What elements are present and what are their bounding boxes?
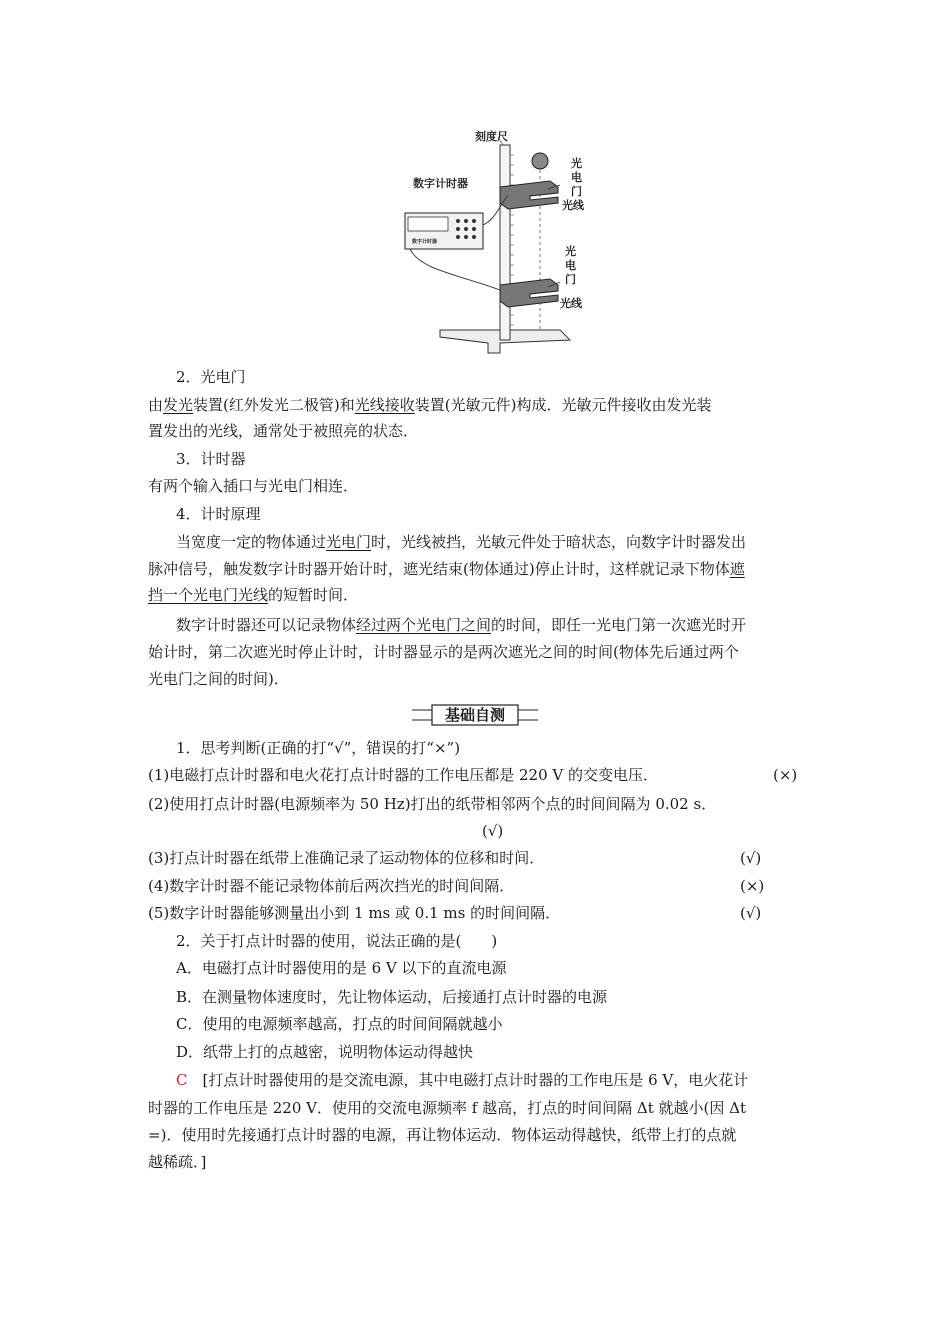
section4-p1-line1: 当宽度一定的物体通过光电门时，光线被挡，光敏元件处于暗状态，向数字计时器发出 [176, 533, 747, 551]
section2-heading: 2．光电门 [176, 368, 246, 386]
q2-option-d: D．纸带上打的点越密，说明物体运动得越快 [176, 1043, 474, 1061]
ray-bottom-label: 光线 [560, 297, 582, 310]
section4-p1-line3: 挡一个光电门光线的短暂时间． [148, 586, 359, 604]
gate-top-label-2: 电 [571, 171, 582, 184]
q2-explanation-line4: 越稀疏．] [148, 1153, 207, 1171]
q1-item-2: (2)使用打点计时器(电源频率为 50 Hz)打出的纸带相邻两个点的时间间隔为 0.02 s． [148, 795, 717, 813]
section4-p2-line3: 光电门之间的时间)． [148, 670, 289, 688]
gate-top-label-1: 光 [571, 157, 582, 170]
gate-bottom-label-3: 门 [565, 273, 576, 286]
section2-paragraph-line1: 由发光装置(红外发光二极管)和光线接收装置(光敏元件)构成．光敏元件接收由发光装 [148, 396, 712, 414]
q2-explanation-line3: =)．使用时先接通打点计时器的电源，再让物体运动．物体运动得越快，纸带上打的点就 [148, 1126, 737, 1144]
q1-item-3-mark: (√) [740, 849, 762, 867]
q1-item-3: (3)打点计时器在纸带上准确记录了运动物体的位移和时间． [148, 849, 545, 867]
q2-answer: C [176, 1071, 188, 1089]
q2-option-b: B．在测量物体速度时，先让物体运动，后接通打点计时器的电源 [176, 988, 608, 1006]
q1-item-2-mark: (√) [482, 822, 504, 840]
gate-bottom-label-2: 电 [565, 259, 576, 272]
q2-option-a: A．电磁打点计时器使用的是 6 V 以下的直流电源 [176, 959, 507, 977]
q1-item-1: (1)电磁打点计时器和电火花打点计时器的工作电压都是 220 V 的交变电压． [148, 766, 659, 784]
q1-prompt: 1．思考判断(正确的打“√”，错误的打“×”) [176, 739, 461, 757]
ray-top-label: 光线 [562, 199, 584, 212]
q1-item-5-mark: (√) [740, 904, 762, 922]
q1-item-5: (5)数字计时器能够测量出小到 1 ms 或 0.1 ms 的时间间隔． [148, 904, 561, 922]
q2-option-c: C．使用的电源频率越高，打点的时间间隔就越小 [176, 1015, 503, 1033]
underlined-term: 发光 [163, 396, 194, 414]
q1-item-1-mark: (×) [773, 766, 798, 784]
section3-heading: 3．计时器 [176, 450, 246, 468]
ruler-label: 刻度尺 [475, 130, 508, 143]
q2-explanation-line2: 时器的工作电压是 220 V．使用的交流电源频率 f 越高，打点的时间间隔 Δt 就越小(因 Δt [148, 1099, 746, 1117]
underlined-term: 光电门 [326, 533, 372, 551]
section2-paragraph-line2: 置发出的光线，通常处于被照亮的状态． [148, 422, 419, 440]
banner-title: 基础自测 [444, 706, 505, 724]
q2-prompt: 2．关于打点计时器的使用，说法正确的是( ) [176, 932, 498, 950]
section4-p2-line2: 始计时，第二次遮光时停止计时，计时器显示的是两次遮光之间的时间(物体先后通过两个 [148, 643, 739, 661]
gate-bottom-label-1: 光 [565, 245, 576, 258]
self-test-banner [412, 702, 538, 728]
underlined-term: 挡一个光电门光线 [148, 586, 269, 604]
section4-p2-line1: 数字计时器还可以记录物体经过两个光电门之间的时间，即任一光电门第一次遮光时开 [176, 616, 747, 634]
section3-paragraph: 有两个输入插口与光电门相连． [148, 477, 359, 495]
underlined-term: 遮 [729, 560, 745, 578]
underlined-term: 光线接收 [354, 396, 415, 414]
gate-top-label-3: 门 [571, 185, 582, 198]
q1-item-4: (4)数字计时器不能记录物体前后两次挡光的时间间隔． [148, 877, 515, 895]
section4-heading: 4．计时原理 [176, 505, 261, 523]
q1-item-4-mark: (×) [740, 877, 765, 895]
underlined-term: 经过两个光电门之间 [356, 616, 492, 634]
timer-label: 数字计时器 [413, 177, 468, 190]
device-panel-label: 数字计时器 [412, 239, 438, 245]
q2-explanation-line1: C [打点计时器使用的是交流电源，其中电磁打点计时器的工作电压是 6 V，电火花计 [176, 1071, 749, 1089]
photogate-apparatus-figure [400, 125, 600, 360]
section4-p1-line2: 脉冲信号，触发数字计时器开始计时，遮光结束(物体通过)停止计时，这样就记录下物体遮 [148, 560, 745, 578]
